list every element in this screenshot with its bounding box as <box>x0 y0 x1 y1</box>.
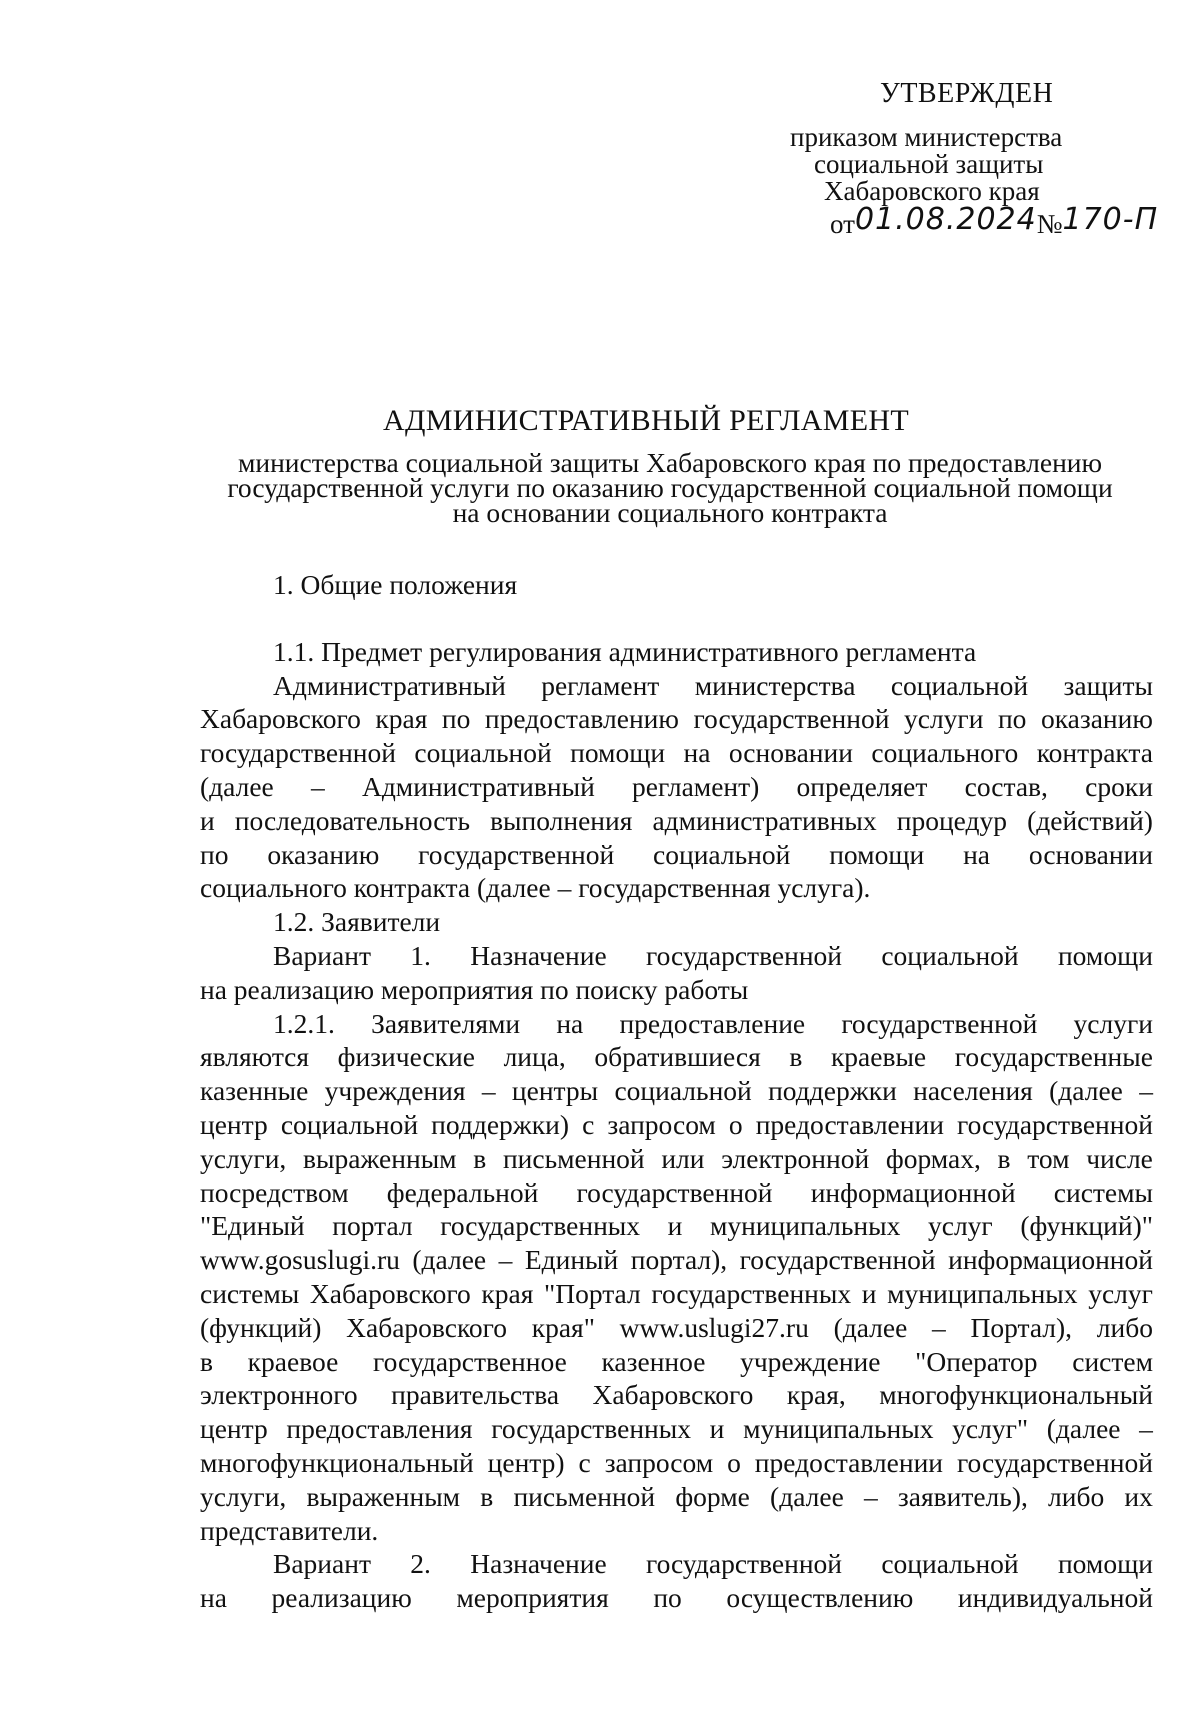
document-body <box>200 568 1153 1615</box>
paragraph-subject <box>200 669 1153 906</box>
paragraph-line: Административный регламент министерства социальной защиты <box>273 669 1153 701</box>
section-heading-subject: 1.1. Предмет регулирования административного регламента <box>273 635 977 667</box>
handwritten-number: 170-П <box>1062 202 1159 237</box>
paragraph-line: (функций) Хабаровского края" www.uslugi27.ru (далее – Портал), либо <box>200 1311 1153 1343</box>
paragraph-line: услуги, выраженным в письменной или электронной формах, в том числе <box>200 1142 1153 1174</box>
paragraph-variant-1 <box>200 939 1153 1007</box>
paragraph-line: представители. <box>200 1514 379 1546</box>
paragraph-line: www.gosuslugi.ru (далее – Единый портал), государственной информационной <box>200 1244 1153 1276</box>
subtitle-line: министерства социальной защиты Хабаровского края по предоставлению <box>237 447 1103 478</box>
approval-title: УТВЕРЖДЕН <box>880 78 1054 109</box>
approval-line-ministry: социальной защиты <box>814 149 1044 179</box>
document-title: АДМИНИСТРАТИВНЫЙ РЕГЛАМЕНТ <box>383 404 909 437</box>
paragraph-line: электронного правительства Хабаровского края, многофункциональный <box>200 1379 1153 1411</box>
paragraph-1-2-1 <box>200 1007 1153 1548</box>
section-heading-applicants: 1.2. Заявители <box>273 906 441 938</box>
paragraph-line: являются физические лица, обратившиеся в краевые государственные <box>200 1041 1153 1073</box>
number-prefix: № <box>1036 209 1063 239</box>
paragraph-line: системы Хабаровского края "Портал государственных и муниципальных услуг <box>200 1277 1153 1309</box>
paragraph-variant-2 <box>200 1547 1153 1615</box>
subtitle-line: на основании социального контракта <box>452 497 888 528</box>
handwritten-date: 01.08.2024 <box>854 202 1037 237</box>
paragraph-line: центр социальной поддержки) с запросом о предоставлении государственной <box>200 1108 1153 1140</box>
paragraph-line: (далее – Административный регламент) определяет состав, сроки <box>200 770 1153 802</box>
paragraph-line: Вариант 1. Назначение государственной социальной помощи <box>273 939 1153 971</box>
section-heading-general: 1. Общие положения <box>273 569 518 600</box>
paragraph-line: услуги, выраженным в письменной форме (далее – заявитель), либо их <box>200 1480 1153 1512</box>
paragraph-line: государственной социальной помощи на основании социального контракта <box>200 737 1153 769</box>
paragraph-line: посредством федеральной государственной информационной системы <box>200 1176 1153 1208</box>
paragraph-line: центр предоставления государственных и муниципальных услуг" (далее – <box>200 1413 1153 1445</box>
paragraph-line: и последовательность выполнения административных процедур (действий) <box>200 804 1153 836</box>
paragraph-line: казенные учреждения – центры социальной поддержки населения (далее – <box>200 1075 1153 1107</box>
subtitle-line: государственной услуги по оказанию государственной социальной помощи <box>227 472 1113 503</box>
paragraph-line: в краевое государственное казенное учреждение "Оператор систем <box>200 1345 1153 1377</box>
document-subtitle <box>210 447 1130 528</box>
paragraph-line: "Единый портал государственных и муниципальных услуг (функций)" <box>200 1210 1153 1242</box>
approval-date-line <box>830 202 1159 241</box>
approval-line-region: Хабаровского края <box>824 176 1040 206</box>
paragraph-line: многофункциональный центр) с запросом о предоставлении государственной <box>200 1446 1153 1478</box>
paragraph-line: на реализацию мероприятия по поиску работы <box>200 973 749 1005</box>
paragraph-line: социального контракта (далее – государственная услуга). <box>200 872 871 904</box>
date-prefix: от <box>830 209 855 239</box>
paragraph-line: Вариант 2. Назначение государственной социальной помощи <box>273 1548 1153 1580</box>
approval-line-order: приказом министерства <box>790 122 1063 152</box>
paragraph-line: Хабаровского края по предоставлению государственной услуги по оказанию <box>200 703 1153 735</box>
paragraph-line: по оказанию государственной социальной помощи на основании <box>200 838 1153 870</box>
paragraph-line: 1.2.1. Заявителями на предоставление государственной услуги <box>273 1007 1153 1039</box>
paragraph-line: на реализацию мероприятия по осуществлению индивидуальной <box>200 1582 1153 1614</box>
